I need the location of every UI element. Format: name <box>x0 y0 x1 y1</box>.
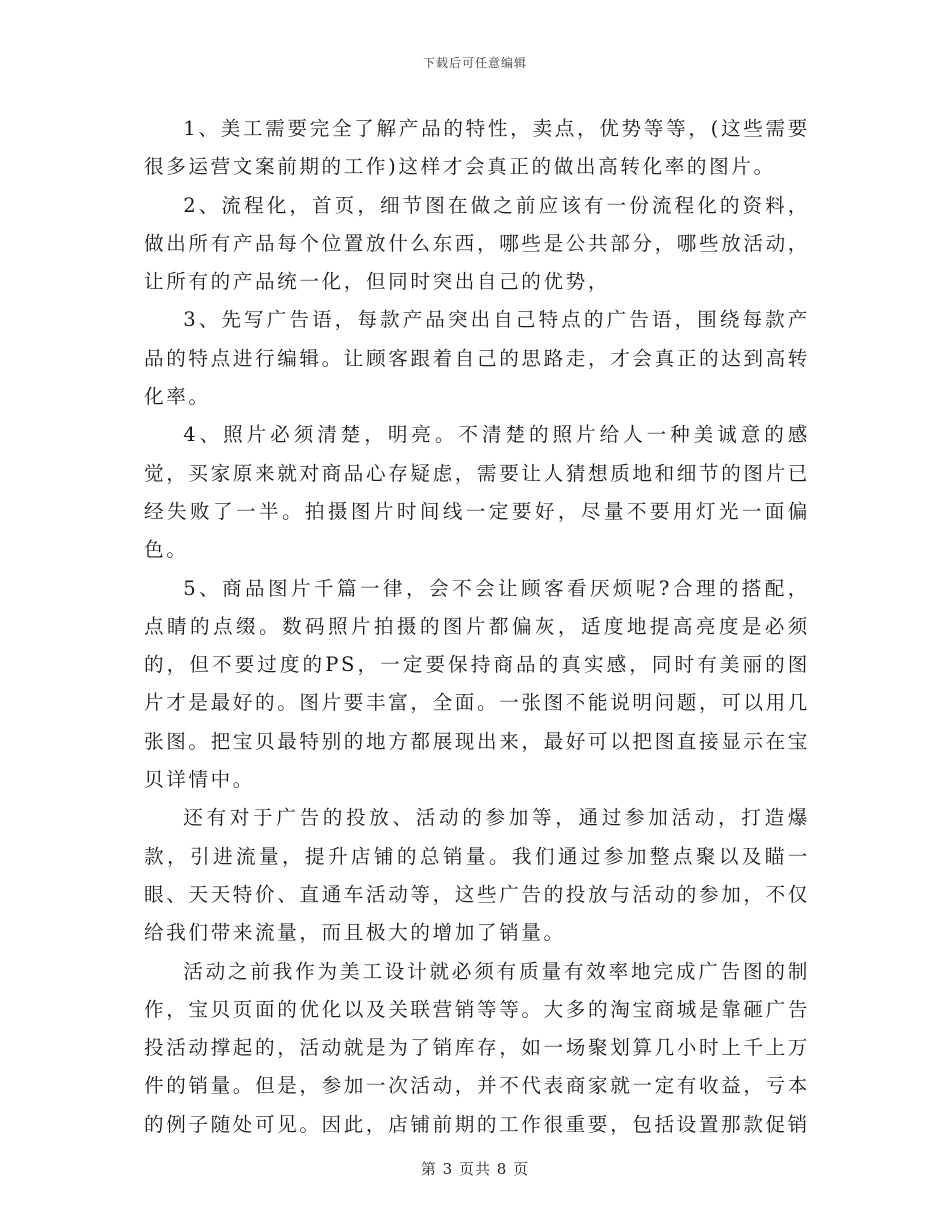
paragraph-1: 1、美工需要完全了解产品的特性，卖点，优势等等，(这些需要很多运营文案前期的工作)这样才会真正的做出高转化率的图片。 <box>144 117 810 179</box>
paragraph-6: 还有对于广告的投放、活动的参加等，通过参加活动，打造爆款，引进流量，提升店铺的总销量。我们通过参加整点聚以及瞄一眼、天天特价、直通车活动等，这些广告的投放与活动的参加，不仅给我们带来流量，而且极大的增加了销量。 <box>144 806 810 945</box>
paragraph-3: 3、先写广告语，每款产品突出自己特点的广告语，围绕每款产品的特点进行编辑。让顾客跟着自己的思路走，才会真正的达到高转化率。 <box>144 308 810 409</box>
paragraph-2: 2、流程化，首页，细节图在做之前应该有一份流程化的资料，做出所有产品每个位置放什么东西，哪些是公共部分，哪些放活动，让所有的产品统一化，但同时突出自己的优势， <box>144 193 810 294</box>
page-number: 第 3 页共 8 页 <box>420 1160 530 1178</box>
document-body <box>144 110 810 1144</box>
paragraph-4: 4、照片必须清楚，明亮。不清楚的照片给人一种美诚意的感觉，买家原来就对商品心存疑虑，需要让人猜想质地和细节的图片已经失败了一半。拍摄图片时间线一定要好，尽量不要用灯光一面偏色。 <box>144 423 810 562</box>
page-header: 下载后可任意编辑 <box>422 56 527 70</box>
paragraph-7: 活动之前我作为美工设计就必须有质量有效率地完成广告图的制作，宝贝页面的优化以及关联营销等等。大多的淘宝商城是靠砸广告投活动撑起的，活动就是为了销库存，如一场聚划算几小时上千上万件的销量。但是，参加一次活动，并不代表商家就一定有收益，亏本的例子随处可见。因此，店铺前期的工作很重要，包括设置那款促销 <box>144 959 810 1136</box>
paragraph-5: 5、商品图片千篇一律，会不会让顾客看厌烦呢?合理的搭配，点睛的点缀。数码照片拍摄的图片都偏灰，适度地提高亮度是必须的，但不要过度的PS，一定要保持商品的真实感，同时有美丽的图片才是最好的。图片要丰富，全面。一张图不能说明问题，可以用几张图。把宝贝最特别的地方都展现出来，最好可以把图直接显示在宝贝详情中。 <box>144 576 810 792</box>
